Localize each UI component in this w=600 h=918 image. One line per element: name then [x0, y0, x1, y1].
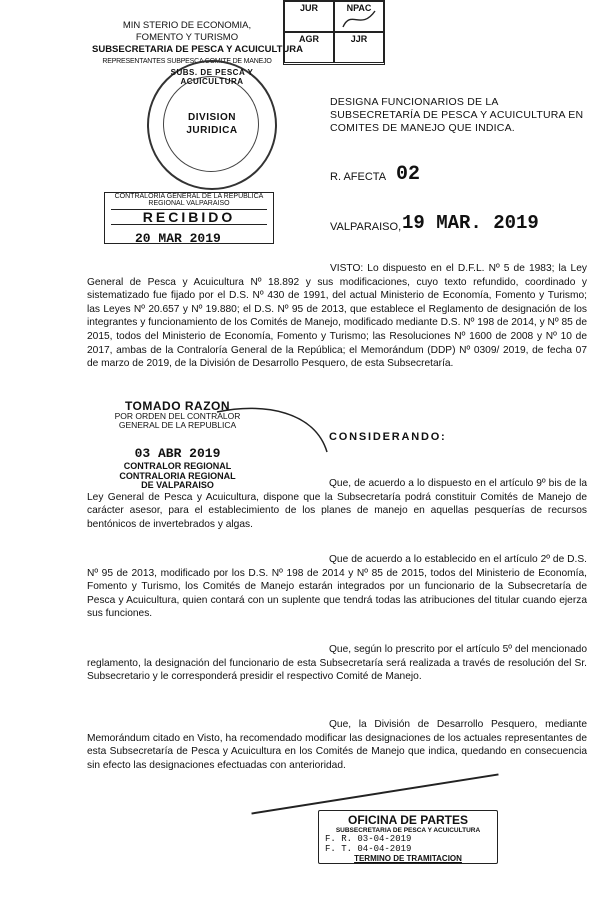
- seal-center-line-1: DIVISION: [188, 112, 236, 123]
- seal-inner-ring: [163, 76, 259, 172]
- recibido-stamp: [104, 192, 274, 244]
- considerando-paragraph-3: Que, según lo prescrito por el artículo 5º del mencionado reglamento, la designación del funcionario de esta Subsecretaría será realizada a través de resolución del Sr. Subsecretario y le corresponderá presidir el respectivo Comité de Manejo.: [87, 644, 587, 683]
- initials-stamp-box: [283, 0, 385, 65]
- signature-flourish-icon: [215, 402, 335, 462]
- header-line-1: MIN STERIO DE ECONOMIA,: [122, 20, 252, 31]
- recibido-label: RECIBIDO: [111, 209, 267, 225]
- seal-center-line-2: JURIDICA: [186, 125, 238, 136]
- oficina-partes-stamp: [318, 810, 498, 864]
- oficina-subtitle: SUBSECRETARIA DE PESCA Y ACUICULTURA: [335, 827, 481, 834]
- seal-ring-text: SUBS. DE PESCA Y ACUICULTURA: [170, 68, 254, 86]
- tomado-date: 03 ABR 2019: [134, 445, 221, 461]
- stamp-cell-top-left: JUR: [284, 1, 334, 32]
- tomado-footer-2: CONTRALORIA REGIONAL: [119, 470, 236, 481]
- considerando-paragraph-2: Que de acuerdo a lo establecido en el artículo 2º de D.S. Nº 95 de 2013, modificado por los D.S. Nº 198 de 2014 y Nº 85 de 2015, todos del Ministerio de Economía, Fomento y Turismo, los Comités de Manejo estarán integrados por un funcionario de la Subsecretaría de Pesca y Acuicultura, quien contará con un suplente que tendrá todas las atribuciones del titular cuando ejerza sus funciones.: [87, 554, 587, 620]
- stamp-cell-bottom-right: JJR: [334, 32, 384, 63]
- considerando-paragraph-1: Que, de acuerdo a lo dispuesto en el artículo 9º bis de la Ley General de Pesca y Acuicultura, dispone que la Subsecretaría podrá constituir Comités de Manejo de carácter asesor, para el establecimiento de los planes de manejo en aquellas pesquerías de recursos bentónicos de invertebrados y algas.: [87, 478, 587, 530]
- oficina-title: OFICINA DE PARTES: [347, 813, 468, 827]
- considerando-paragraph-4: Que, la División de Desarrollo Pesquero, mediante Memorándum citado en Visto, ha recomendado modificar las designaciones de los actuales representantes de esta Subsecretaría de Pesca y Acuicultura en los Comités de Manejo que indica, quedando en consecuencia sin efecto las designaciones efectuadas con anterioridad.: [87, 719, 587, 771]
- stamp-cell-bottom-left: AGR: [284, 32, 334, 63]
- oficina-row-2: F. T. 04-04-2019: [325, 844, 412, 854]
- recibido-line-1: CONTRALORIA GENERAL DE LA REPUBLICA: [114, 193, 264, 200]
- tomado-line-1: POR ORDEN DEL CONTRALOR: [114, 410, 241, 421]
- juridica-seal: [147, 60, 277, 190]
- header-line-3: SUBSECRETARIA DE PESCA Y ACUICULTURA: [92, 44, 303, 55]
- ministry-header: [92, 20, 303, 68]
- recibido-date: 20 MAR 2019: [135, 231, 221, 246]
- document-title: DESIGNA FUNCIONARIOS DE LA SUBSECRETARÍA DE PESCA Y ACUICULTURA EN COMITES DE MANEJO QUE INDICA.: [330, 96, 584, 134]
- place-label: VALPARAISO,: [330, 221, 402, 233]
- tomado-title: TOMADO RAZON: [124, 399, 231, 413]
- recibido-line-2: REGIONAL VALPARAISO: [148, 200, 230, 207]
- tomado-footer-1: CONTRALOR REGIONAL: [123, 461, 232, 471]
- header-line-4: REPRESENTANTES SUBPESCA COMITE DE MANEJO: [102, 58, 272, 65]
- tomado-footer-3: DE VALPARAISO: [141, 480, 214, 490]
- document-date: 19 MAR. 2019: [402, 212, 539, 234]
- stamp-cell-top-right: NPAC: [334, 1, 384, 32]
- oficina-footer: TERMINO DE TRAMITACION: [354, 854, 462, 863]
- resolution-label: R. AFECTA: [330, 171, 387, 183]
- tomado-line-2: GENERAL DE LA REPUBLICA: [118, 420, 237, 430]
- resolution-number: 02: [396, 163, 421, 186]
- signature-stroke: [251, 773, 498, 814]
- header-line-2: FOMENTO Y TURISMO: [135, 32, 239, 43]
- considerando-heading: CONSIDERANDO:: [329, 431, 447, 443]
- oficina-row-1: F. R. 03-04-2019: [325, 834, 412, 844]
- handwritten-initials-icon: [339, 5, 379, 33]
- visto-paragraph: VISTO: Lo dispuesto en el D.F.L. Nº 5 de 1983; la Ley General de Pesca y Acuicultura Nº 18.892 y sus modificaciones, cuyo texto refundido, coordinado y sistematizado fue fijado por el D.S. Nº 430 de 1991, del actual Ministerio de Economía, Fomento y Turismo; las Leyes Nº 20.657 y Nº 19.880; el D.S. Nº 95 de 2013, que establece el Reglamento de designación de los integrantes y funcionamiento de los Comités de Manejo, modificado mediante D.S. Nº 198 de 2014, y Nº 85 de 2015, todos del Ministerio de Economía, Fomento y Turismo; las Resoluciones Nº 1600 de 2008 y Nº 10 de 2017, ambas de la Contraloría General de la República; el Memorándum (DDP) Nº 0309/ 2019, de fecha 07 de marzo de 2019, de la División de Desarrollo Pesquero, de esta Subsecretaría.: [87, 263, 587, 370]
